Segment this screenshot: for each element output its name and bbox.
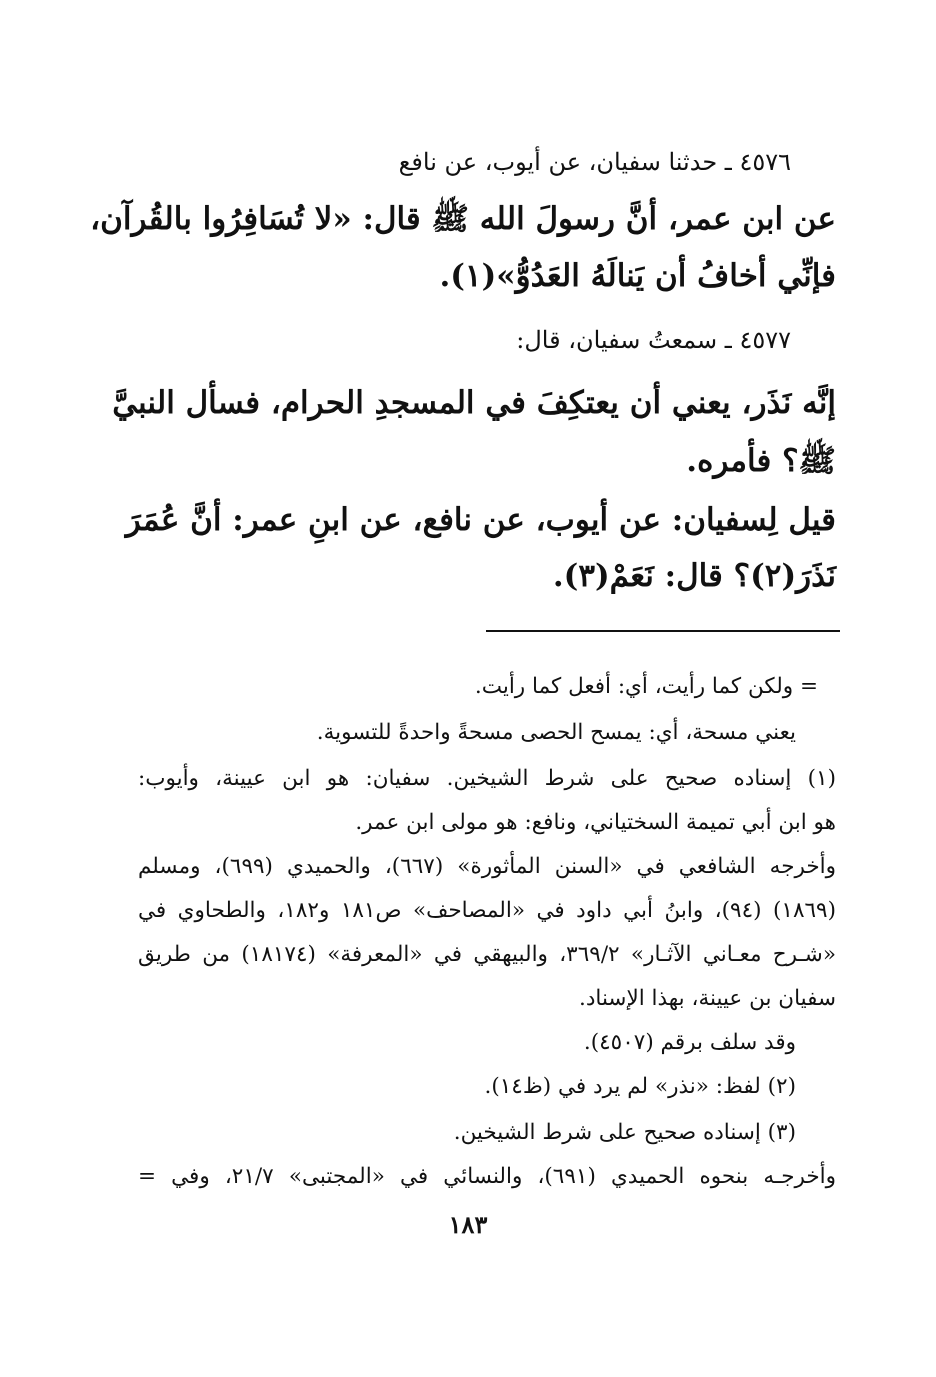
footnote-3-line-1: (٣) إسناده صحيح على شرط الشيخين. (453, 1120, 796, 1145)
hadith-4577-matn-line-3: قيل لِسفيان: عن أيوب، عن نافع، عن ابنِ عمر: أنَّ عُمَرَ (125, 502, 836, 538)
footnote-1-line-3: وأخرجه الشافعي في «السنن المأثورة» (٦٦٧)، والحميدي (٦٩٩)، ومسلم (138, 854, 836, 879)
hadith-4577-matn-line-1: إنَّه نَذَر، يعني أن يعتكِفَ في المسجدِ الحرام، فسأل النبيَّ (112, 385, 836, 421)
page-number: ١٨٣ (448, 1210, 488, 1239)
footnote-1-line-1: (١) إسناده صحيح على شرط الشيخين. سفيان: هو ابن عيينة، وأيوب: (138, 766, 836, 791)
footnote-1-line-5: «شـرح معـاني الآثـار» ٣٦٩/٢، والبيهقي في «المعرفة» (١٨١٧٤) من طريق (138, 942, 836, 967)
footnote-continuation-line-1: = ولكن كما رأيت، أي: أفعل كما رأيت. (474, 674, 818, 699)
footnote-1-line-4: (١٨٦٩) (٩٤)، وابنُ أبي داود في «المصاحف» ص١٨١ و١٨٢، والطحاوي في (138, 898, 836, 923)
footnote-1-line-2: هو ابن أبي تميمة السختياني، ونافع: هو مولى ابن عمر. (355, 810, 836, 835)
hadith-4576-isnad: ٤٥٧٦ ـ حدثنا سفيان، عن أيوب، عن نافع (398, 148, 791, 176)
hadith-4577-matn-line-4: نَذَرَ(٢)؟ قال: نَعَمْ(٣). (552, 558, 836, 594)
hadith-4576-matn-line-1: عن ابن عمر، أنَّ رسولَ الله ﷺ قال: «لا تُسَافِرُوا بالقُرآن، (90, 201, 836, 237)
footnote-1-line-6: سفيان بن عيينة، بهذا الإسناد. (578, 986, 836, 1011)
footnote-2: (٢) لفظ: «نذر» لم يرد في (ظ١٤). (484, 1074, 796, 1099)
footnote-continuation-line-2: يعني مسحة، أي: يمسح الحصى مسحةً واحدةً للتسوية. (316, 720, 796, 745)
hadith-4577-matn-line-2: ﷺ؟ فأمره. (686, 443, 836, 479)
footnote-separator (486, 630, 840, 632)
footnote-3-line-2: وأخرجـه بنحوه الحميدي (٦٩١)، والنسائي في «المجتبى» ٢١/٧، وفي = (138, 1164, 837, 1189)
footnote-1-line-7: وقد سلف برقم (٤٥٠٧). (583, 1030, 796, 1055)
hadith-4576-matn-line-2: فإنِّي أخافُ أن يَنالَهُ العَدُوُّ»(١). (439, 258, 836, 294)
hadith-4577-isnad: ٤٥٧٧ ـ سمعتُ سفيان، قال: (516, 326, 791, 354)
